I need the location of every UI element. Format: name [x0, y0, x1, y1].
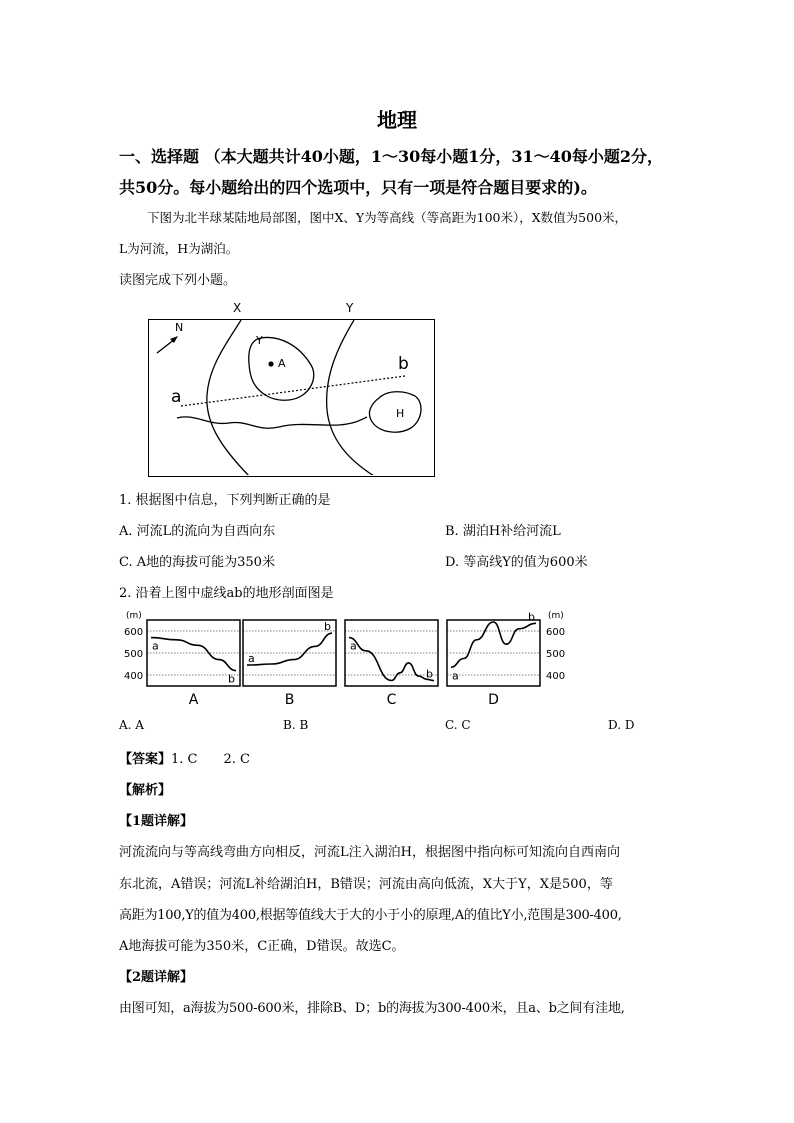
- label-contour-x: X: [233, 301, 242, 315]
- q2-option-b: B. B: [283, 718, 309, 732]
- q1-stem: 1. 根据图中信息，下列判断正确的是: [119, 493, 331, 508]
- profile-line-b: [247, 633, 332, 665]
- q2-option-c: C. C: [445, 718, 471, 732]
- label-contour-y: Y: [346, 301, 354, 315]
- q2-stem: 2. 沿着上图中虚线ab的地形剖面图是: [119, 586, 334, 601]
- analysis-q2-head: 【2题详解】: [119, 970, 194, 985]
- analysis-q1-line2: 东北流，A错误；河流L补给湖泊H，B错误；河流由高向低流，X大于Y，X是500，等: [119, 877, 613, 892]
- label-contour-y-inner: Y: [256, 334, 263, 347]
- label-b: b: [398, 354, 409, 374]
- profile-label-b: b: [426, 667, 433, 681]
- q1-option-b: B. 湖泊H补给河流L: [445, 524, 561, 539]
- ytick-left-400: 400: [124, 671, 144, 682]
- label-lake-h: H: [396, 407, 405, 420]
- profile-name-a: A: [188, 692, 199, 708]
- profile-label-b: b: [228, 672, 235, 686]
- intro-line2: L为河流，H为湖泊。: [119, 241, 239, 256]
- profile-label-b: b: [324, 620, 331, 634]
- label-a: a: [171, 387, 182, 407]
- answer-text: 1. C 2. C: [171, 752, 250, 767]
- ytick-right-400: 400: [546, 671, 566, 682]
- ytick-left-600: 600: [124, 627, 144, 638]
- q2-option-d: D. D: [608, 718, 635, 732]
- unit-label-left: (m): [126, 611, 142, 621]
- profile-label-a: a: [152, 639, 159, 653]
- ytick-left-500: 500: [124, 649, 144, 660]
- analysis-q1-line1: 河流流向与等高线弯曲方向相反，河流L注入湖泊H，根据图中指向标可知流向自西南向: [119, 845, 620, 860]
- profile-label-a: a: [248, 652, 255, 666]
- analysis-q1-line3: 高距为100,Y的值为400,根据等值线大于大的小于小的原理,A的值比Y小,范围是300-400,: [119, 908, 622, 923]
- analysis-label: 【解析】: [119, 783, 172, 798]
- profile-line-d: [451, 622, 536, 667]
- page-title: 地理: [377, 108, 417, 132]
- intro-line1: 下图为北半球某陆地局部图，图中X、Y为等高线（等高距为100米），X数值为500米，: [147, 210, 628, 225]
- answer-label: 【答案】: [119, 752, 172, 767]
- profile-label-a: a: [452, 669, 459, 683]
- unit-label-right: (m): [548, 611, 564, 621]
- section-heading-line2: 共50分。每小题给出的四个选项中，只有一项是符合题目要求的)。: [119, 178, 597, 197]
- analysis-q2-line: 由图可知，a海拔为500-600米，排除B、D；b的海拔为300-400米，且a、b之间有洼地,: [119, 1001, 625, 1016]
- profile-name-b: B: [284, 692, 295, 708]
- q1-option-a: A. 河流L的流向为自西向东: [119, 524, 276, 539]
- profile-name-d: D: [488, 692, 499, 708]
- north-label: N: [175, 321, 184, 334]
- profile-label-b: b: [528, 610, 535, 624]
- section-heading-line1: 一、选择题 （本大题共计40小题，1～30每小题1分，31～40每小题2分，: [119, 147, 664, 166]
- profile-label-a: a: [350, 639, 357, 653]
- analysis-q1-head: 【1题详解】: [119, 814, 194, 829]
- analysis-q1-line4: A地海拔可能为350米，C正确，D错误。故选C。: [119, 939, 405, 954]
- profile-name-c: C: [386, 692, 397, 708]
- answer-row: [119, 748, 250, 767]
- ytick-right-600: 600: [546, 627, 566, 638]
- q1-option-c: C. A地的海拔可能为350米: [119, 555, 275, 570]
- profile-line-a: [151, 638, 236, 671]
- intro-line3: 读图完成下列小题。: [119, 273, 237, 288]
- profile-line-c: [349, 638, 434, 681]
- q2-option-a: A. A: [119, 718, 144, 732]
- q1-option-d: D. 等高线Y的值为600米: [445, 555, 588, 570]
- label-point-a: A: [278, 357, 286, 370]
- ytick-right-500: 500: [546, 649, 566, 660]
